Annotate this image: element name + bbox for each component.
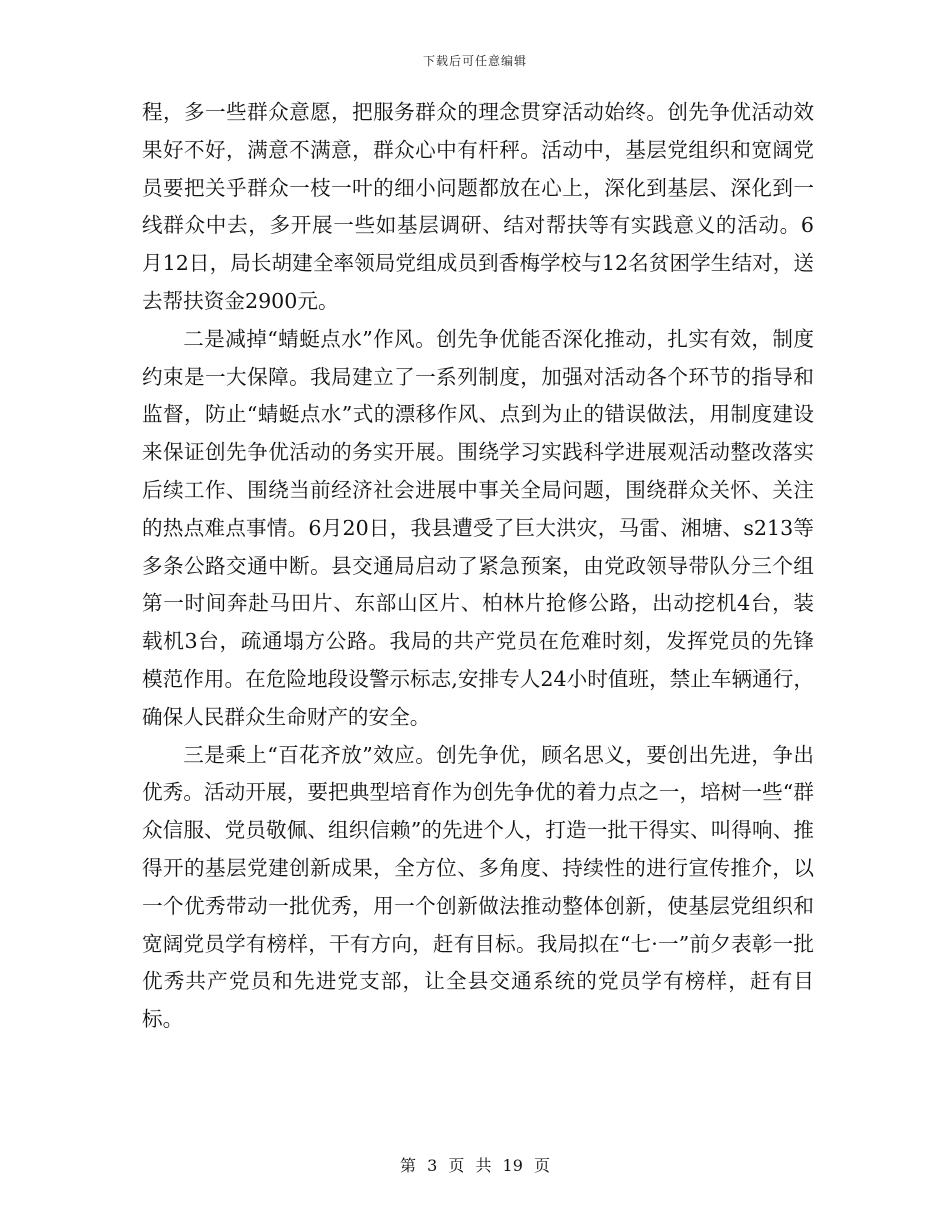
paragraph-1: 程，多一些群众意愿，把服务群众的理念贯穿活动始终。创先争优活动效果好不好，满意不满意，群众心中有杆秤。活动中，基层党组织和宽阔党员要把关乎群众一枝一叶的细小问题都放在心上，深化到基层、深化到一线群众中去，多开展一些如基层调研、结对帮扶等有实践意义的活动。6月12日，局长胡建全率领局党组成员到香梅学校与12名贫困学生结对，送去帮扶资金2900元。 xyxy=(142,100,814,313)
paragraph-3: 三是乘上“百花齐放”效应。创先争优，顾名思义，要创出先进，争出优秀。活动开展，要把典型培育作为创先争优的着力点之一，培树一些“群众信服、党员敬佩、组织信赖”的先进个人，打造一批干得实、叫得响、推得开的基层党建创新成果，全方位、多角度、持续性的进行宣传推介，以一个优秀带动一批优秀，用一个创新做法推动整体创新，使基层党组织和宽阔党员学有榜样，干有方向，赶有目标。我局拟在“七·一”前夕表彰一批优秀共产党员和先进党支部，让全县交通系统的党员学有榜样，赶有目标。 xyxy=(142,742,814,1032)
paragraph-2: 二是减掉“蜻蜓点水”作风。创先争优能否深化推动，扎实有效，制度约束是一大保障。我局建立了一系列制度，加强对活动各个环节的指导和监督，防止“蜻蜓点水”式的漂移作风、点到为止的错误做法，用制度建设来保证创先争优活动的务实开展。围绕学习实践科学进展观活动整改落实后续工作、围绕当前经济社会进展中事关全局问题，围绕群众关怀、关注的热点难点事情。6月20日，我县遭受了巨大洪灾，马雷、湘塘、s213等多条公路交通中断。县交通局启动了紧急预案，由党政领导带队分三个组第一时间奔赴马田片、东部山区片、柏林片抢修公路，出动挖机4台，装载机3台，疏通塌方公路。我局的共产党员在危难时刻，发挥党员的先锋模范作用。在危险地段设警示标志,安排专人24小时值班，禁止车辆通行，确保人民群众生命财产的安全。 xyxy=(142,326,814,729)
document-body xyxy=(142,94,814,1039)
page-header: 下载后可任意编辑 xyxy=(422,54,527,68)
page-footer: 第 3 页 共 19 页 xyxy=(400,1156,550,1175)
